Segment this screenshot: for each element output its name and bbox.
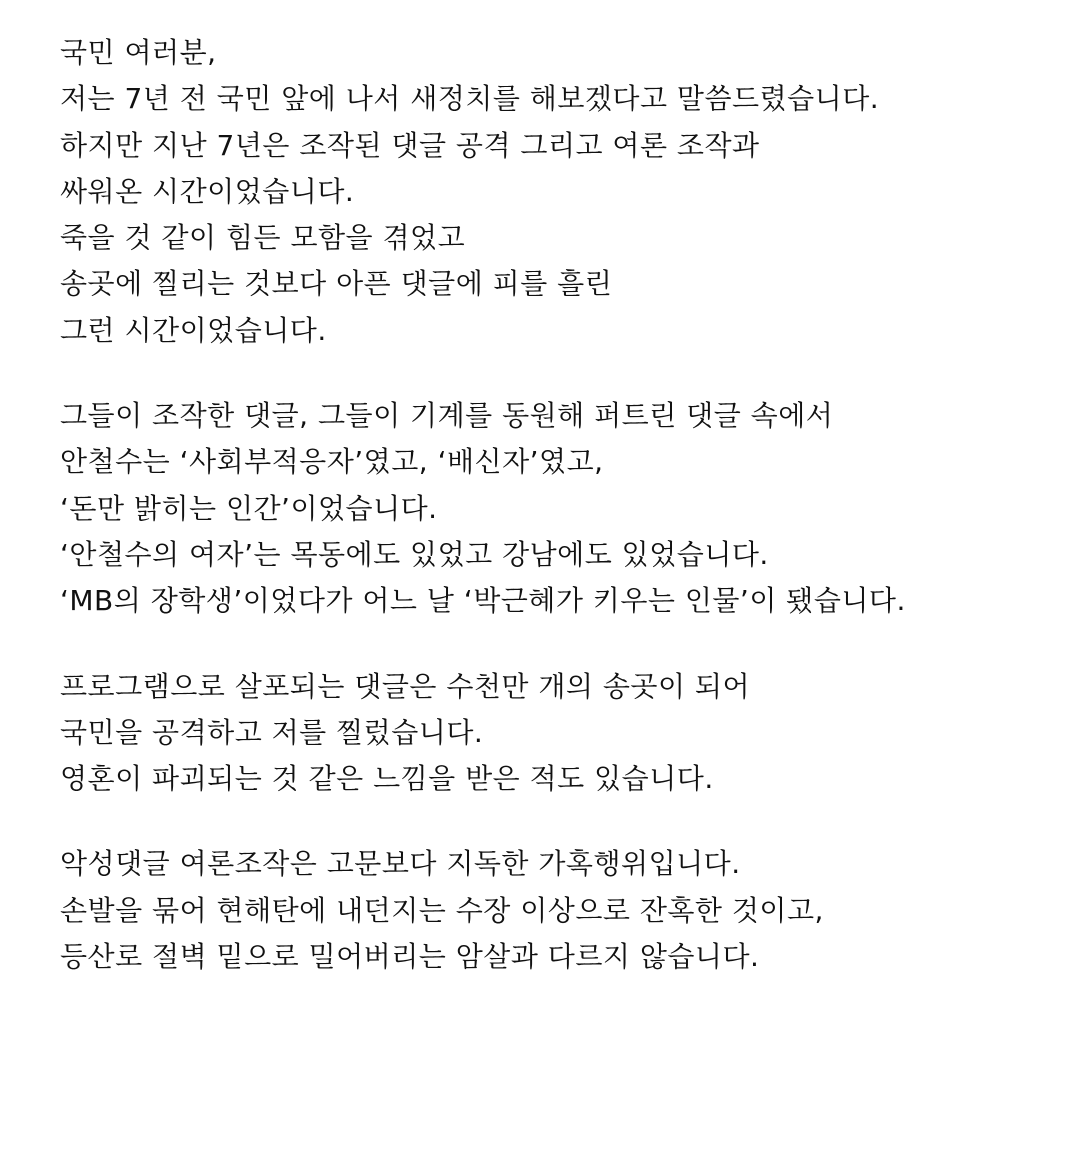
text-line: 국민을 공격하고 저를 찔렀습니다.	[60, 715, 484, 749]
paragraph-3	[60, 664, 1040, 803]
paragraph-1	[60, 30, 1040, 354]
text-line: 영혼이 파괴되는 것 같은 느낌을 받은 적도 있습니다.	[60, 762, 714, 796]
text-line: 싸워온 시간이었습니다.	[60, 174, 355, 208]
text-line: 손발을 묶어 현해탄에 내던지는 수장 이상으로 잔혹한 것이고,	[60, 893, 824, 927]
text-line: 죽을 것 같이 힘든 모함을 겪었고	[60, 221, 466, 255]
text-line: ‘안철수의 여자’는 목동에도 있었고 강남에도 있었습니다.	[60, 537, 769, 571]
statement-document	[60, 30, 1040, 1019]
text-line: 안철수는 ‘사회부적응자’였고, ‘배신자’였고,	[60, 445, 604, 479]
text-line: 등산로 절벽 밑으로 밀어버리는 암살과 다르지 않습니다.	[60, 940, 760, 974]
text-line: 하지만 지난 7년은 조작된 댓글 공격 그리고 여론 조작과	[60, 128, 760, 162]
text-line: ‘MB의 장학생’이었다가 어느 날 ‘박근혜가 키우는 인물’이 됐습니다.	[60, 584, 906, 618]
paragraph-2	[60, 393, 1040, 624]
text-line: 저는 7년 전 국민 앞에 나서 새정치를 해보겠다고 말씀드렸습니다.	[60, 82, 880, 116]
text-line: 그런 시간이었습니다.	[60, 313, 327, 347]
text-line: 송곳에 찔리는 것보다 아픈 댓글에 피를 흘린	[60, 267, 613, 301]
text-line: 프로그램으로 살포되는 댓글은 수천만 개의 송곳이 되어	[60, 669, 751, 703]
text-line: 악성댓글 여론조작은 고문보다 지독한 가혹행위입니다.	[60, 847, 741, 881]
text-line: ‘돈만 밝히는 인간’이었습니다.	[60, 491, 438, 525]
text-line: 그들이 조작한 댓글, 그들이 기계를 동원해 퍼트린 댓글 속에서	[60, 399, 834, 433]
text-line: 국민 여러분,	[60, 36, 217, 69]
paragraph-4	[60, 841, 1040, 980]
